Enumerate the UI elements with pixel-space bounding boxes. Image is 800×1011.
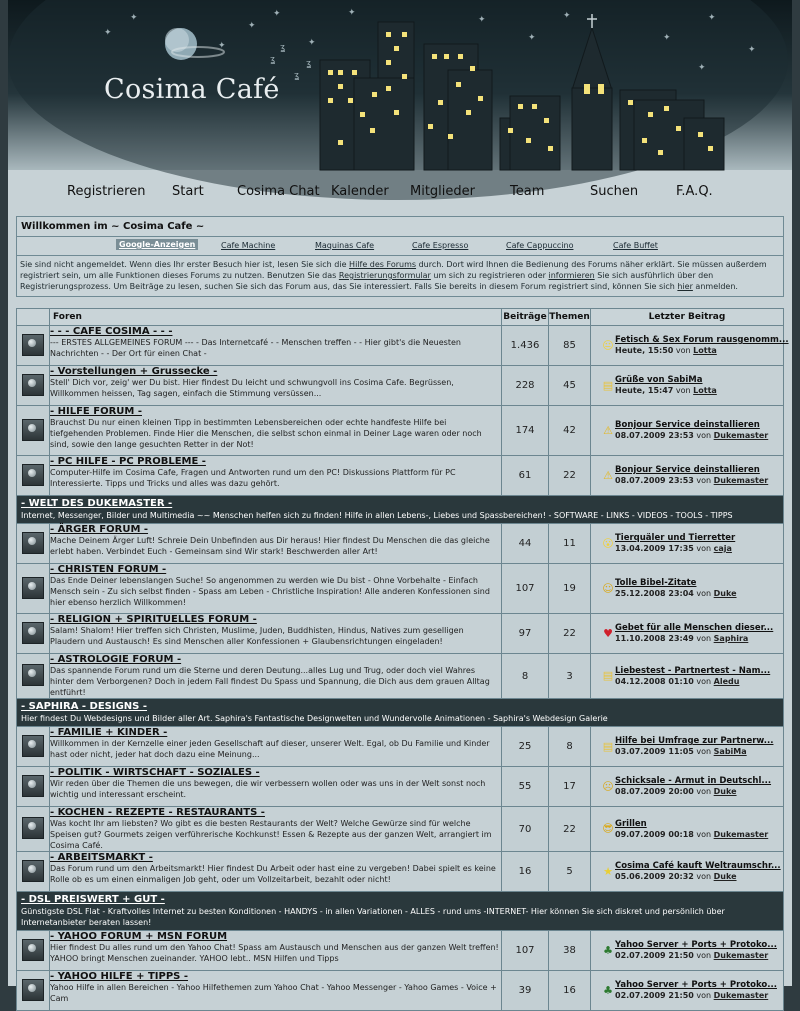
forum-description: Das Forum rund um den Arbeitsmarkt! Hier findest Du Arbeit oder hast eine zu vergeben! Dabei spielt es keine Rolle ob es um einen einmaligen Job geht, oder um Vollzeitarbeit, bezahlt oder nicht! [50, 864, 496, 884]
tab-cafe-machine[interactable]: Cafe Machine [221, 241, 276, 250]
last-post-title-link[interactable]: Schicksale - Armut in Deutschl... [615, 776, 772, 786]
welcome-title: Willkommen im ~ Cosima Cafe ~ [17, 217, 783, 237]
header-forums: Foren [50, 309, 502, 326]
forum-description: Das spannende Forum rund um die Sterne und deren Deutung...alles Lug und Trug, oder doch viel Wahres hinter dem Verborgenen? Doch in jedem Fall findest Du Spass und Spannung, die Dich aus dem grauen Alltag entführt! [50, 666, 490, 697]
last-post-title-link[interactable]: Bonjour Service deinstallieren [615, 420, 760, 430]
svg-text:ʓ: ʓ [294, 71, 300, 81]
svg-text:ʓ: ʓ [270, 55, 276, 65]
last-post-meta [615, 747, 783, 757]
forum-description: Mache Deinem Ärger Luft! Schreie Dein Unbefinden aus Dir heraus! Hier findest Du Menschen die das gleiche erlebt haben. Verbindet Euch - Gemeinsam sind Wir stark! Beschwerden aller Art! [50, 536, 490, 556]
forum-description: Hier findest Du alles rund um den Yahoo Chat! Spass am Austausch und Menschen aus der ganzen Welt treffen! YAHOO bringt Menschen zueinander. YAHOO lebt.. MSN Hilfen und Tipps [50, 943, 499, 963]
forum-post-count: 97 [502, 614, 549, 654]
last-post-by: von [696, 634, 712, 643]
last-post-user-link[interactable]: Dukemaster [713, 476, 769, 485]
last-post-cell [591, 971, 784, 1011]
cool-face-icon: 😎 [602, 822, 614, 835]
category-title[interactable]: - WELT DES DUKEMASTER - [21, 498, 173, 509]
category-row [17, 496, 784, 524]
forum-description: Brauchst Du nur einen kleinen Tipp in bestimmten Lebensbereichen oder echte handfeste Hilfe bei tiefgehenden Problemen. Finde Hier die Menschen, die selbst schon einmal in Deiner Lage waren oder noch sind, sowie den lange gesuchten Retter in der Not! [50, 418, 482, 449]
forum-folder-icon [22, 664, 44, 686]
forum-status-cell [17, 456, 50, 496]
forum-topic-count: 3 [549, 654, 591, 699]
header-last-post: Letzter Beitrag [591, 309, 784, 326]
last-post-user-link[interactable]: Dukemaster [713, 829, 769, 839]
forum-post-count: 107 [502, 931, 549, 971]
forum-status-cell [17, 524, 50, 564]
last-post-date: 08.07.2009 20:00 [615, 787, 694, 796]
forum-post-count: 228 [502, 366, 549, 406]
forum-post-count: 107 [502, 564, 549, 614]
forum-title-link[interactable]: - YAHOO FORUM + MSN FORUM [50, 931, 228, 942]
forum-post-count: 8 [502, 654, 549, 699]
forum-status-cell [17, 406, 50, 456]
sad-face-icon: ☹ [602, 779, 614, 793]
forum-title-link[interactable]: - - - CAFE COSIMA - - - [50, 326, 173, 337]
forum-topic-count: 42 [549, 406, 591, 456]
last-post-title-link[interactable]: Liebestest - Partnertest - Nam... [615, 665, 771, 676]
forum-info-cell [50, 727, 502, 767]
last-post-cell [591, 767, 784, 807]
help-link[interactable]: Hilfe des Forums [349, 260, 417, 269]
nav-mitglieder[interactable]: Mitglieder [410, 184, 475, 199]
svg-text:✦: ✦ [698, 63, 706, 73]
warning-icon: ⚠ [603, 468, 613, 482]
forum-list [17, 326, 789, 1011]
category-title[interactable]: - SAPHIRA - DESIGNS - [21, 701, 148, 712]
last-post-user-link[interactable]: Lotta [693, 346, 717, 355]
forum-status-cell [17, 614, 50, 654]
forum-folder-icon [22, 464, 44, 486]
last-post-meta [615, 872, 783, 882]
svg-text:✦: ✦ [478, 15, 486, 25]
forum-description: Salam! Shalom! Hier treffen sich Christen, Muslime, Juden, Buddhisten, Hindus, Natives zum geselligen Plaudern und Austausch! Es sind Menschen aller Konfessionen + Glaubensrichtungen eingeladen! [50, 626, 464, 646]
last-post-title-link[interactable]: Grillen [615, 818, 647, 829]
welcome-box [16, 216, 784, 297]
forum-info-cell [50, 852, 502, 892]
forum-info-cell [50, 767, 502, 807]
last-post-by: von [696, 991, 712, 1000]
last-post-date: 05.06.2009 20:32 [615, 872, 694, 881]
category-title[interactable]: - DSL PREISWERT + GUT - [21, 894, 165, 905]
last-post-user-link[interactable]: Dukemaster [713, 991, 769, 1000]
last-post-cell [591, 564, 784, 614]
neutral-face-icon: 😐 [602, 338, 614, 352]
last-post-title-link[interactable]: Tolle Bibel-Zitate [615, 578, 697, 588]
forum-folder-icon [22, 622, 44, 644]
forum-info-cell [50, 524, 502, 564]
clover-icon: ♣ [603, 983, 613, 997]
forum-status-cell [17, 767, 50, 807]
last-post-date: 25.12.2008 23:04 [615, 589, 694, 598]
note-icon: ▤ [602, 739, 614, 753]
last-post-cell [591, 727, 784, 767]
svg-text:✦: ✦ [663, 33, 671, 43]
header-posts: Beiträge [502, 309, 549, 326]
last-post-cell [591, 366, 784, 406]
last-post-meta [615, 386, 783, 396]
login-link[interactable]: hier [677, 282, 693, 291]
last-post-date: 08.07.2009 23:53 [615, 431, 694, 440]
forum-info-cell [50, 931, 502, 971]
last-post-by: von [675, 386, 691, 395]
last-post-user-link[interactable]: SabiMa [713, 747, 747, 756]
last-post-by: von [696, 747, 712, 756]
forum-row [17, 727, 784, 767]
inform-link[interactable]: informieren [548, 271, 595, 280]
category-cell [17, 699, 784, 727]
last-post-by: von [696, 589, 712, 598]
main-navigation [8, 170, 792, 216]
forum-post-count: 39 [502, 971, 549, 1011]
forum-topic-count: 17 [549, 767, 591, 807]
forum-table [16, 308, 789, 1011]
nav-suchen[interactable]: Suchen [590, 184, 639, 199]
clover-icon: ♣ [603, 943, 613, 957]
svg-text:✦: ✦ [273, 9, 281, 19]
svg-text:ʓ: ʓ [306, 59, 312, 69]
forum-folder-icon [22, 532, 44, 554]
svg-text:✦: ✦ [130, 13, 138, 23]
last-post-cell [591, 852, 784, 892]
last-post-cell [591, 326, 789, 366]
last-post-meta [615, 476, 783, 486]
last-post-cell [591, 614, 784, 654]
tab-cafe-cappuccino[interactable]: Cafe Cappuccino [506, 241, 574, 250]
forum-info-cell [50, 807, 502, 852]
last-post-title-link[interactable]: Bonjour Service deinstallieren [615, 465, 760, 475]
forum-row [17, 564, 784, 614]
forum-folder-icon [22, 775, 44, 797]
header-topics: Themen [549, 309, 591, 326]
register-form-link[interactable]: Registrierungsformular [338, 271, 431, 280]
svg-text:✦: ✦ [104, 28, 112, 38]
forum-description: Willkommen in der Kernzelle einer jeden Gesellschaft auf dieser, unserer Welt. Egal, ob Du Familie und Kinder hast oder nicht, jeder hat doch dazu eine Meinung... [50, 739, 490, 759]
forum-topic-count: 22 [549, 807, 591, 852]
forum-topic-count: 8 [549, 727, 591, 767]
forum-post-count: 1.436 [502, 326, 549, 366]
last-post-user-link[interactable]: Aledu [713, 676, 740, 686]
category-description: Günstigste DSL Flat - Kraftvolles Internet zu besten Konditionen - HANDYS - in allen Variationen - ALLES - rund ums -INTERNET- Hier können Sie sich diskret und persönlich über Internetanbieter beraten lassen! [21, 907, 725, 927]
last-post-by: von [675, 346, 691, 355]
forum-info-cell [50, 564, 502, 614]
last-post-by: von [696, 544, 712, 553]
last-post-by: von [696, 676, 712, 686]
forum-folder-icon [22, 419, 44, 441]
guest-notice: Sie sind nicht angemeldet. Wenn dies Ihr erster Besuch hier ist, lesen Sie sich die Hilfe des Forums durch. Dort wird Ihnen die Bedienung des Forums näher erklärt. Sie müssen außerdem registriert sein, um alle Funktionen dieses Forums zu nutzen. Benutzen Sie das Registrierungsformular um sich zu registrieren oder informieren Sie sich ausführlich über den Registrierungsprozess. Um Beiträge zu lesen, suchen Sie sich das Forum aus, das Sie interessiert. Falls Sie bereits in diesem Forum registriert sind, können Sie sich hier anmelden. [20, 260, 767, 291]
forum-post-count: 16 [502, 852, 549, 892]
forum-description: Yahoo Hilfe in allen Bereichen - Yahoo Hilfethemen zum Yahoo Chat - Yahoo Messenger - Yahoo Games - Voice + Cam [50, 983, 497, 1003]
forum-row [17, 614, 784, 654]
last-post-meta [615, 787, 783, 797]
heart-icon: ♥ [603, 626, 613, 640]
tab-cafe-buffet[interactable]: Cafe Buffet [613, 241, 658, 250]
last-post-title-link[interactable]: Gebet für alle Menschen dieser... [615, 623, 774, 633]
forum-title-link[interactable]: - YAHOO HILFE + TIPPS - [50, 971, 189, 982]
last-post-meta [615, 677, 783, 687]
category-row [17, 699, 784, 727]
last-post-date: Heute, 15:50 [615, 346, 674, 355]
svg-text:✦: ✦ [218, 41, 226, 51]
last-post-title-link[interactable]: Yahoo Server + Ports + Protoko... [615, 940, 777, 950]
last-post-date: 02.07.2009 21:50 [615, 991, 694, 1000]
forum-post-count: 61 [502, 456, 549, 496]
last-post-title-link[interactable]: Grüße von SabiMa [615, 375, 703, 385]
forum-status-cell [17, 971, 50, 1011]
forum-row [17, 406, 784, 456]
last-post-by: von [696, 951, 712, 960]
forum-info-cell [50, 366, 502, 406]
forum-description: Stell' Dich vor, zeig' wer Du bist. Hier findest Du leicht und schwungvoll ins Cosima Cafe. Begrüssen, Willkommen heissen, Tag sagen, einfach die Stimmung versüssen... [50, 378, 454, 398]
last-post-title-link[interactable]: Tierquäler und Tierretter [615, 533, 736, 543]
warning-icon: ⚠ [603, 423, 613, 437]
header-banner [8, 0, 792, 170]
category-cell [17, 892, 784, 931]
category-description: Hier findest Du Webdesigns und Bilder aller Art. Saphira's Fantastische Designwelten und Wundervolle Animationen - Saphira's Webdesign Galerie [21, 714, 608, 723]
forum-row [17, 971, 784, 1011]
last-post-date: 02.07.2009 21:50 [615, 951, 694, 960]
last-post-meta [615, 830, 783, 840]
last-post-user-link[interactable]: Duke [713, 872, 737, 881]
forum-post-count: 44 [502, 524, 549, 564]
last-post-meta [615, 991, 783, 1001]
forum-row [17, 654, 784, 699]
last-post-date: Heute, 15:47 [615, 386, 674, 395]
last-post-title-link[interactable]: Yahoo Server + Ports + Protoko... [615, 980, 777, 990]
last-post-meta [615, 951, 783, 961]
category-description: Internet, Messenger, Bilder und Multimedia ~~ Menschen helfen sich zu finden! Hilfe in allen Lebens-, Liebes und Spassbereichen! - SOFTWARE - LINKS - VIDEOS - TOOLS - TIPPS [21, 511, 733, 520]
nav-kalender[interactable]: Kalender [331, 184, 389, 199]
forum-description: --- ERSTES ALLGEMEINES FORUM --- - Das Internetcafé - - Menschen treffen - - Hier gibt's die Neuesten Nachrichten - - Der Ort für einen Chat - [50, 338, 461, 358]
forum-post-count: 70 [502, 807, 549, 852]
last-post-by: von [696, 476, 712, 485]
svg-text:✦: ✦ [708, 13, 716, 23]
forum-title-link[interactable]: - ARBEITSMARKT - [50, 852, 153, 863]
forum-folder-icon [22, 334, 44, 356]
forum-status-cell [17, 807, 50, 852]
last-post-by: von [696, 829, 712, 839]
last-post-meta [615, 634, 783, 644]
forum-row [17, 807, 784, 852]
forum-status-cell [17, 931, 50, 971]
last-post-cell [591, 406, 784, 456]
tab-google-anzeigen[interactable]: Google-Anzeigen [116, 239, 198, 250]
last-post-user-link[interactable]: Duke [713, 787, 737, 796]
forum-description: Das Ende Deiner lebenslangen Suche! So angenommen zu werden wie Du bist - Ohne Vorbehalte - Einfach Mensch sein - Zu sich selbst finden - Spass am Leben - Christliche Inspiration! Alle anderen Konfessionen sind hier ebenso herzlich Willkommen! [50, 576, 490, 607]
forum-topic-count: 22 [549, 614, 591, 654]
last-post-cell [591, 524, 784, 564]
last-post-title-link[interactable]: Hilfe bei Umfrage zur Partnerw... [615, 736, 774, 746]
forum-title-link[interactable]: - HILFE FORUM - [50, 406, 142, 417]
forum-status-cell [17, 326, 50, 366]
svg-text:ʓ: ʓ [280, 43, 286, 53]
forum-title-link[interactable]: - KOCHEN - REZEPTE - RESTAURANTS - [50, 807, 265, 818]
forum-title-link[interactable]: - CHRISTEN FORUM - [50, 564, 167, 575]
forum-info-cell [50, 456, 502, 496]
note-icon: ▤ [602, 669, 614, 682]
tab-maquinas-cafe[interactable]: Maquinas Cafe [315, 241, 375, 250]
surprised-face-icon: 😮 [602, 536, 614, 550]
forum-title-link[interactable]: - FAMILIE + KINDER - [50, 727, 168, 738]
forum-folder-icon [22, 817, 44, 839]
forum-title-link[interactable]: - POLITIK - WIRTSCHAFT - SOZIALES - [50, 767, 260, 778]
note-icon: ▤ [602, 378, 614, 392]
last-post-user-link[interactable]: Saphira [713, 634, 749, 643]
forum-folder-icon [22, 577, 44, 599]
forum-status-cell [17, 852, 50, 892]
last-post-date: 13.04.2009 17:35 [615, 544, 694, 553]
forum-info-cell [50, 406, 502, 456]
nav-cosima-chat[interactable]: Cosima Chat [237, 184, 320, 199]
last-post-meta [615, 346, 783, 356]
smile-face-icon: ☺ [602, 581, 614, 595]
nav-registrieren[interactable]: Registrieren [67, 184, 146, 199]
forum-row [17, 931, 784, 971]
table-header-row [17, 309, 784, 326]
last-post-user-link[interactable]: Dukemaster [713, 951, 769, 960]
last-post-by: von [696, 872, 712, 881]
last-post-meta [615, 431, 783, 441]
forum-folder-icon [22, 735, 44, 757]
forum-description: Computer-Hilfe im Cosima Cafe, Fragen und Antworten rund um den PC! Diskussions Plattform für PC Interessierte. Tipps und Tricks und alles was dazu gehört. [50, 468, 456, 488]
forum-row [17, 456, 784, 496]
page [8, 0, 792, 1003]
forum-topic-count: 11 [549, 524, 591, 564]
last-post-date: 11.10.2008 23:49 [615, 634, 694, 643]
last-post-by: von [696, 787, 712, 796]
ad-links-bar [17, 237, 783, 256]
category-row [17, 892, 784, 931]
last-post-title-link[interactable]: Cosima Café kauft Weltraumschr... [615, 861, 781, 871]
forum-post-count: 174 [502, 406, 549, 456]
forum-info-cell [50, 654, 502, 699]
svg-text:✦: ✦ [308, 38, 316, 48]
category-cell [17, 496, 784, 524]
forum-post-count: 55 [502, 767, 549, 807]
forum-status-cell [17, 366, 50, 406]
forum-topic-count: 45 [549, 366, 591, 406]
last-post-user-link[interactable]: Dukemaster [713, 431, 769, 440]
forum-title-link[interactable]: - PC HILFE - PC PROBLEME - [50, 456, 206, 467]
forum-topic-count: 5 [549, 852, 591, 892]
last-post-date: 08.07.2009 23:53 [615, 476, 694, 485]
forum-title-link[interactable]: - ASTROLOGIE FORUM - [50, 654, 182, 665]
last-post-title-link[interactable]: Fetisch & Sex Forum rausgenomm... [615, 335, 789, 345]
forum-folder-icon [22, 860, 44, 882]
last-post-date: 09.07.2009 00:18 [615, 829, 694, 839]
nav-start[interactable]: Start [172, 184, 204, 199]
tab-cafe-espresso[interactable]: Cafe Espresso [412, 241, 469, 250]
svg-text:✦: ✦ [748, 45, 756, 55]
svg-text:✦: ✦ [563, 11, 571, 21]
last-post-cell [591, 931, 784, 971]
forum-row [17, 767, 784, 807]
forum-topic-count: 38 [549, 931, 591, 971]
last-post-meta [615, 589, 783, 599]
last-post-user-link[interactable]: Lotta [693, 386, 717, 395]
forum-topic-count: 22 [549, 456, 591, 496]
forum-folder-icon [22, 374, 44, 396]
last-post-cell [591, 807, 784, 852]
svg-text:✦: ✦ [348, 8, 356, 18]
forum-info-cell [50, 326, 502, 366]
last-post-meta [615, 544, 783, 554]
last-post-by: von [696, 431, 712, 440]
forum-info-cell [50, 971, 502, 1011]
forum-title-link[interactable]: - ÄRGER FORUM - [50, 524, 149, 535]
last-post-cell [591, 456, 784, 496]
forum-row [17, 366, 784, 406]
last-post-user-link[interactable]: Duke [713, 589, 737, 598]
forum-title-link[interactable]: - Vorstellungen + Grussecke - [50, 366, 218, 377]
forum-row [17, 524, 784, 564]
forum-row [17, 852, 784, 892]
site-title: Cosima Café [104, 74, 280, 105]
forum-status-cell [17, 727, 50, 767]
last-post-date: 04.12.2008 01:10 [615, 676, 694, 686]
nav-team[interactable]: Team [510, 184, 545, 199]
forum-topic-count: 85 [549, 326, 591, 366]
forum-folder-icon [22, 979, 44, 1001]
svg-text:✦: ✦ [528, 33, 536, 43]
svg-text:✦: ✦ [248, 21, 256, 31]
forum-status-cell [17, 654, 50, 699]
forum-topic-count: 16 [549, 971, 591, 1011]
header-icon-cell [17, 309, 50, 326]
forum-topic-count: 19 [549, 564, 591, 614]
last-post-user-link[interactable]: caja [713, 544, 732, 553]
forum-info-cell [50, 614, 502, 654]
last-post-date: 03.07.2009 11:05 [615, 747, 694, 756]
forum-folder-icon [22, 939, 44, 961]
forum-description: Was kocht Ihr am liebsten? Wo gibt es die besten Restaurants der Welt? Welche Gewürze sind für welche Speisen gut? Gourmets zeigen verführerische Kochkunst! Essen & Rezepte aus der ganzen Welt, arrangiert im Cosima Café. [50, 819, 492, 850]
forum-description: Wir reden über die Themen die uns bewegen, die wir verbessern wollen oder was uns in der Welt sonst noch wichtig und interessant erscheint. [50, 779, 486, 799]
forum-status-cell [17, 564, 50, 614]
star-icon: ★ [603, 864, 613, 878]
forum-title-link[interactable]: - RELIGION + SPIRITUELLES FORUM - [50, 614, 257, 625]
forum-row [17, 326, 784, 366]
last-post-cell [591, 654, 784, 699]
nav-faq[interactable]: F.A.Q. [676, 184, 713, 199]
forum-post-count: 25 [502, 727, 549, 767]
